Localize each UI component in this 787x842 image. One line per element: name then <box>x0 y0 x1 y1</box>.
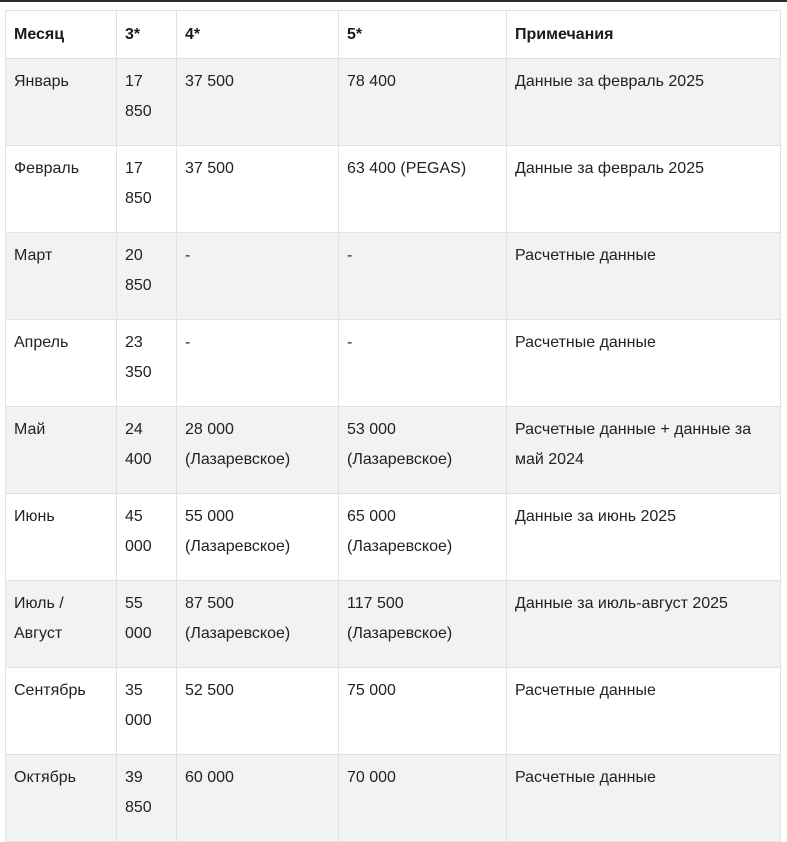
table-row <box>6 755 781 842</box>
cell-price-4-star: 55 000 (Лазаревское) <box>177 494 339 581</box>
cell-month: Июнь <box>6 494 117 581</box>
table-row <box>6 320 781 407</box>
cell-price-4-star: 28 000 (Лазаревское) <box>177 407 339 494</box>
hotel-price-table <box>5 10 781 842</box>
cell-notes: Расчетные данные <box>507 755 781 842</box>
cell-price-3-star: 17 850 <box>117 59 177 146</box>
cell-notes: Расчетные данные <box>507 668 781 755</box>
cell-price-5-star: 75 000 <box>339 668 507 755</box>
cell-month: Февраль <box>6 146 117 233</box>
cell-price-3-star: 17 850 <box>117 146 177 233</box>
table-row <box>6 233 781 320</box>
cell-month: Июль / Август <box>6 581 117 668</box>
table-row <box>6 581 781 668</box>
cell-notes: Расчетные данные <box>507 320 781 407</box>
table-row <box>6 668 781 755</box>
cell-price-4-star: 37 500 <box>177 59 339 146</box>
cell-month: Апрель <box>6 320 117 407</box>
header-5-star: 5* <box>339 11 507 59</box>
cell-price-3-star: 55 000 <box>117 581 177 668</box>
cell-price-5-star: 53 000 (Лазаревское) <box>339 407 507 494</box>
cell-price-4-star: 60 000 <box>177 755 339 842</box>
cell-price-5-star: - <box>339 320 507 407</box>
table-row <box>6 407 781 494</box>
cell-month: Сентябрь <box>6 668 117 755</box>
cell-price-5-star: 63 400 (PEGAS) <box>339 146 507 233</box>
header-4-star: 4* <box>177 11 339 59</box>
cell-notes: Данные за февраль 2025 <box>507 146 781 233</box>
cell-price-5-star: 78 400 <box>339 59 507 146</box>
cell-month: Май <box>6 407 117 494</box>
cell-price-3-star: 23 350 <box>117 320 177 407</box>
cell-price-4-star: - <box>177 320 339 407</box>
header-3-star: 3* <box>117 11 177 59</box>
cell-notes: Данные за июль-август 2025 <box>507 581 781 668</box>
cell-price-5-star: - <box>339 233 507 320</box>
table-row <box>6 494 781 581</box>
cell-price-4-star: 37 500 <box>177 146 339 233</box>
cell-notes: Расчетные данные + данные за май 2024 <box>507 407 781 494</box>
top-divider <box>0 0 787 2</box>
cell-price-5-star: 70 000 <box>339 755 507 842</box>
table-row <box>6 146 781 233</box>
cell-price-3-star: 35 000 <box>117 668 177 755</box>
cell-price-3-star: 24 400 <box>117 407 177 494</box>
cell-price-5-star: 65 000 (Лазаревское) <box>339 494 507 581</box>
header-notes: Примечания <box>507 11 781 59</box>
cell-price-4-star: 52 500 <box>177 668 339 755</box>
cell-notes: Данные за июнь 2025 <box>507 494 781 581</box>
cell-price-5-star: 117 500 (Лазаревское) <box>339 581 507 668</box>
cell-price-3-star: 39 850 <box>117 755 177 842</box>
header-month: Месяц <box>6 11 117 59</box>
cell-price-3-star: 20 850 <box>117 233 177 320</box>
cell-notes: Данные за февраль 2025 <box>507 59 781 146</box>
cell-month: Октябрь <box>6 755 117 842</box>
table-header-row <box>6 11 781 59</box>
table-row <box>6 59 781 146</box>
cell-price-4-star: - <box>177 233 339 320</box>
cell-month: Март <box>6 233 117 320</box>
cell-price-3-star: 45 000 <box>117 494 177 581</box>
cell-notes: Расчетные данные <box>507 233 781 320</box>
cell-price-4-star: 87 500 (Лазаревское) <box>177 581 339 668</box>
cell-month: Январь <box>6 59 117 146</box>
